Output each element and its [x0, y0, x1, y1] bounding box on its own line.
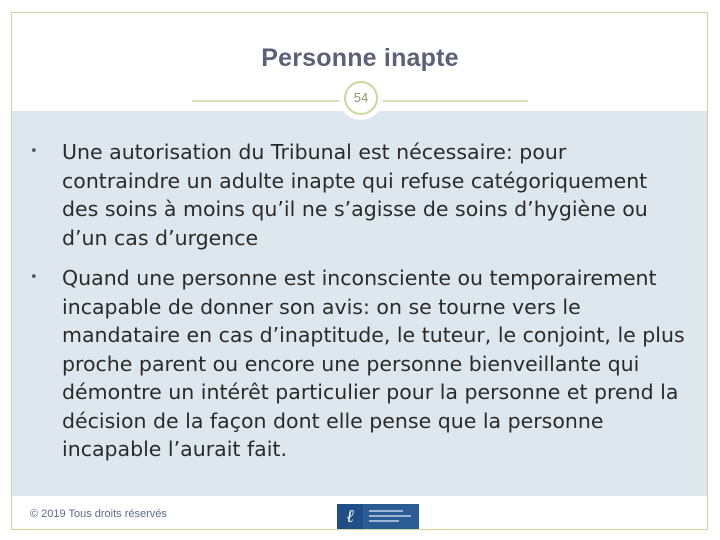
bullet-text: Quand une personne est inconsciente ou temporairement incapable de donner son avis: on se tourne vers le mandataire en cas d’inaptitude, le tuteur, le conjoint, le plus proche parent ou encore une personne bienveillante qui démontre un intérêt particulier pour la personne et prend la décision de la façon dont elle pense que la personne incapable l’aurait fait. [62, 266, 685, 461]
logo-mark-icon: ℓ [337, 504, 363, 529]
slide-number-badge [339, 76, 383, 120]
bullet-item [30, 264, 690, 464]
logo-line [369, 520, 399, 522]
organization-logo [337, 504, 419, 529]
bullet-marker: • [30, 270, 38, 285]
logo-line [369, 515, 411, 517]
copyright-footer: © 2019 Tous droits réservés [30, 508, 167, 520]
bullet-list [30, 138, 690, 476]
bullet-text: Une autorisation du Tribunal est nécessaire: pour contraindre un adulte inapte qui refuse catégoriquement des soins à moins qu’il ne s’agisse de soins d’hygiène ou d’un cas d’urgence [62, 140, 648, 250]
logo-line [369, 510, 403, 512]
slide-title: Personne inapte [261, 44, 459, 72]
bullet-item [30, 138, 690, 252]
bullet-marker: • [30, 144, 38, 159]
logo-wordmark [363, 504, 419, 529]
slide-number: 54 [344, 81, 378, 115]
